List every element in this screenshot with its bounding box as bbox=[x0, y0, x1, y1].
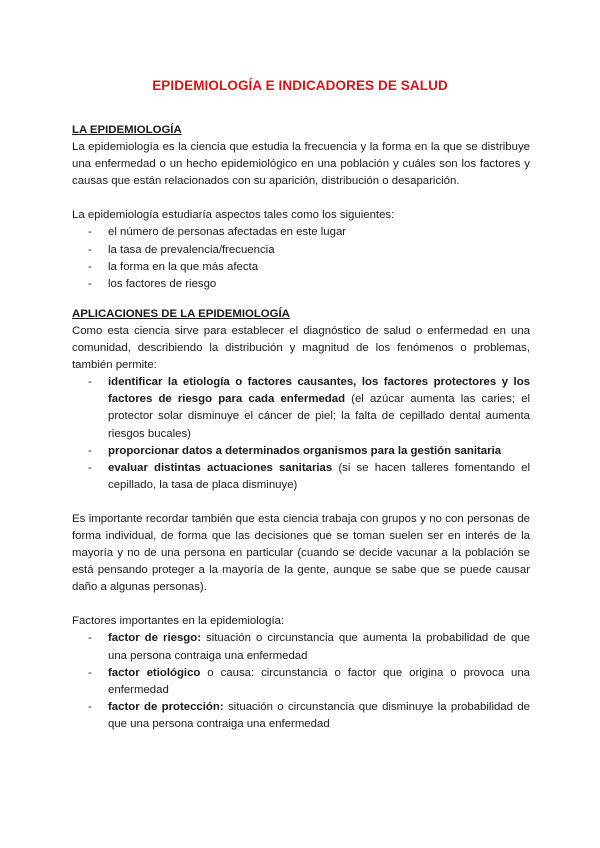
dash-bullet: - bbox=[88, 700, 92, 713]
factores-intro: Factores importantes en la epidemiología: bbox=[72, 615, 285, 628]
dash-bullet: - bbox=[88, 666, 92, 679]
aspects-list bbox=[72, 224, 530, 292]
dash-bullet: - bbox=[88, 243, 92, 256]
section-heading-aplicaciones: APLICACIONES DE LA EPIDEMIOLOGÍA bbox=[72, 307, 290, 320]
epidemiologia-intro: La epidemiología es la ciencia que estudia la frecuencia y la forma en la que se distribuye una enfermedad o un hecho epidemiológico en una población y cuáles son los factores y causas que están relacionados con su aparición, distribución o desaparición. bbox=[72, 141, 530, 188]
dash-bullet: - bbox=[88, 376, 92, 389]
aspects-intro: La epidemiología estudiaría aspectos tales como los siguientes: bbox=[72, 209, 395, 222]
document-body bbox=[72, 122, 530, 733]
list-item: - factor etiológico o causa: circunstancia o factor que origina o provoca una enfermedad bbox=[88, 666, 530, 696]
dash-bullet: - bbox=[88, 461, 92, 474]
group-note-paragraph: Es importante recordar también que esta ciencia trabaja con grupos y no con personas de forma individual, de forma que las decisiones que se toman suelen ser en interés de la mayoría y no de una persona en particular (cuando se decide vacunar a la población se está pensando proteger a la mayoría de la gente, aunque se sabe que se puede causar daño a algunas personas). bbox=[72, 512, 530, 594]
dash-bullet: - bbox=[88, 226, 92, 239]
dash-bullet: - bbox=[88, 632, 92, 645]
list-item: - identificar la etiología o factores causantes, los factores protectores y los factores de riesgo para cada enfermedad (el azúcar aumenta las caries; el protector solar disminuye el cáncer de piel; la falta de cepillado dental aumenta riesgos bucales) bbox=[88, 376, 530, 440]
list-item: - evaluar distintas actuaciones sanitarias (si se hacen talleres fomentando el cepillado, la tasa de placa disminuye) bbox=[88, 461, 530, 491]
list-item: - factor de protección: situación o circunstancia que disminuye la probabilidad de que una persona contraiga una enfermedad bbox=[88, 700, 530, 730]
list-item: - el número de personas afectadas en este lugar bbox=[72, 224, 530, 241]
factores-list bbox=[72, 630, 530, 733]
list-item: - factor de riesgo: situación o circunstancia que aumenta la probabilidad de que una persona contraiga una enfermedad bbox=[88, 632, 530, 662]
dash-bullet: - bbox=[88, 260, 92, 273]
list-item: - los factores de riesgo bbox=[72, 276, 530, 293]
section-heading-epidemiologia: LA EPIDEMIOLOGÍA bbox=[72, 124, 182, 136]
dash-bullet: - bbox=[88, 277, 92, 290]
list-item: - proporcionar datos a determinados organismos para la gestión sanitaria bbox=[72, 443, 530, 460]
list-item: - la tasa de prevalencia/frecuencia bbox=[72, 242, 530, 259]
dash-bullet: - bbox=[88, 444, 92, 457]
aplicaciones-intro: Como esta ciencia sirve para establecer el diagnóstico de salud o enfermedad en una comunidad, describiendo la distribución y magnitud de los fenómenos o problemas, también permite: bbox=[72, 324, 530, 372]
aplicaciones-list bbox=[72, 374, 530, 494]
page-title: EPIDEMIOLOGÍA E INDICADORES DE SALUD bbox=[152, 78, 448, 93]
list-item: - la forma en la que más afecta bbox=[72, 259, 530, 276]
